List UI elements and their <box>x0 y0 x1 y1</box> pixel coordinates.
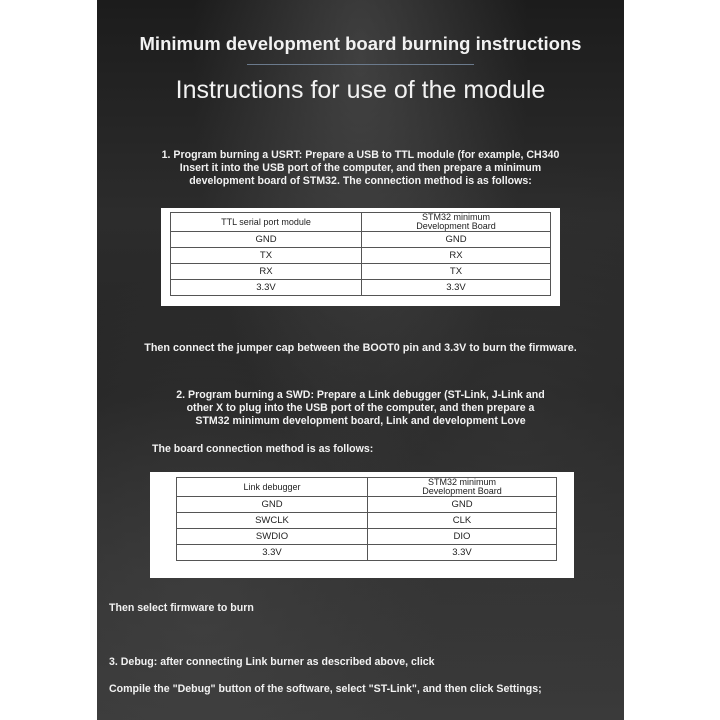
table-header-cell: Link debugger <box>177 478 368 497</box>
table-header-cell: STM32 minimum Development Board <box>362 213 551 232</box>
table-cell: 3.3V <box>362 280 551 296</box>
table-cell: 3.3V <box>177 545 368 561</box>
page-title: Minimum development board burning instructions <box>139 33 582 54</box>
table-cell: GND <box>171 232 362 248</box>
table-cell: GND <box>362 232 551 248</box>
instruction-panel <box>97 0 624 720</box>
swd-connection-table <box>176 477 557 561</box>
table-cell: TX <box>171 248 362 264</box>
table-cell: DIO <box>368 529 557 545</box>
table-cell: RX <box>171 264 362 280</box>
section1-line-1: 1. Program burning a USRT: Prepare a USB to TTL module (for example, CH340 <box>161 149 560 161</box>
section3-line-1: 3. Debug: after connecting Link burner as described above, click <box>109 656 435 668</box>
table-header-cell: STM32 minimum Development Board <box>368 478 557 497</box>
table-header-row <box>177 478 557 497</box>
section2-after: Then select firmware to burn <box>109 602 254 614</box>
page-subtitle: Instructions for use of the module <box>175 76 546 104</box>
table-row <box>171 280 551 296</box>
table-cell: 3.3V <box>171 280 362 296</box>
section2-line-2: other X to plug into the USB port of the computer, and then prepare a <box>186 402 535 414</box>
title-divider <box>247 64 474 65</box>
table-cell: SWDIO <box>177 529 368 545</box>
table-cell: GND <box>368 497 557 513</box>
section3-line-2: Compile the "Debug" button of the software, select "ST-Link", and then click Settings; <box>109 683 542 695</box>
section2-method: The board connection method is as follows: <box>152 443 374 455</box>
table-row <box>177 513 557 529</box>
table-header-row <box>171 213 551 232</box>
table-cell: CLK <box>368 513 557 529</box>
table-cell: GND <box>177 497 368 513</box>
table-cell: TX <box>362 264 551 280</box>
section1-line-2: Insert it into the USB port of the computer, and then prepare a minimum <box>179 162 542 174</box>
table-row <box>171 264 551 280</box>
section1-line-3: development board of STM32. The connection method is as follows: <box>189 175 532 187</box>
uart-table-card <box>161 208 560 306</box>
table-row <box>177 545 557 561</box>
table-row <box>177 497 557 513</box>
uart-connection-table <box>170 212 551 296</box>
swd-table-card <box>150 472 574 578</box>
section1-after: Then connect the jumper cap between the BOOT0 pin and 3.3V to burn the firmware. <box>144 342 577 354</box>
table-header-cell: TTL serial port module <box>171 213 362 232</box>
table-cell: RX <box>362 248 551 264</box>
table-row <box>171 248 551 264</box>
section2-line-3: STM32 minimum development board, Link and development Love <box>195 415 526 427</box>
table-row <box>177 529 557 545</box>
table-row <box>171 232 551 248</box>
section2-line-1: 2. Program burning a SWD: Prepare a Link debugger (ST-Link, J-Link and <box>176 389 545 401</box>
table-cell: 3.3V <box>368 545 557 561</box>
table-cell: SWCLK <box>177 513 368 529</box>
